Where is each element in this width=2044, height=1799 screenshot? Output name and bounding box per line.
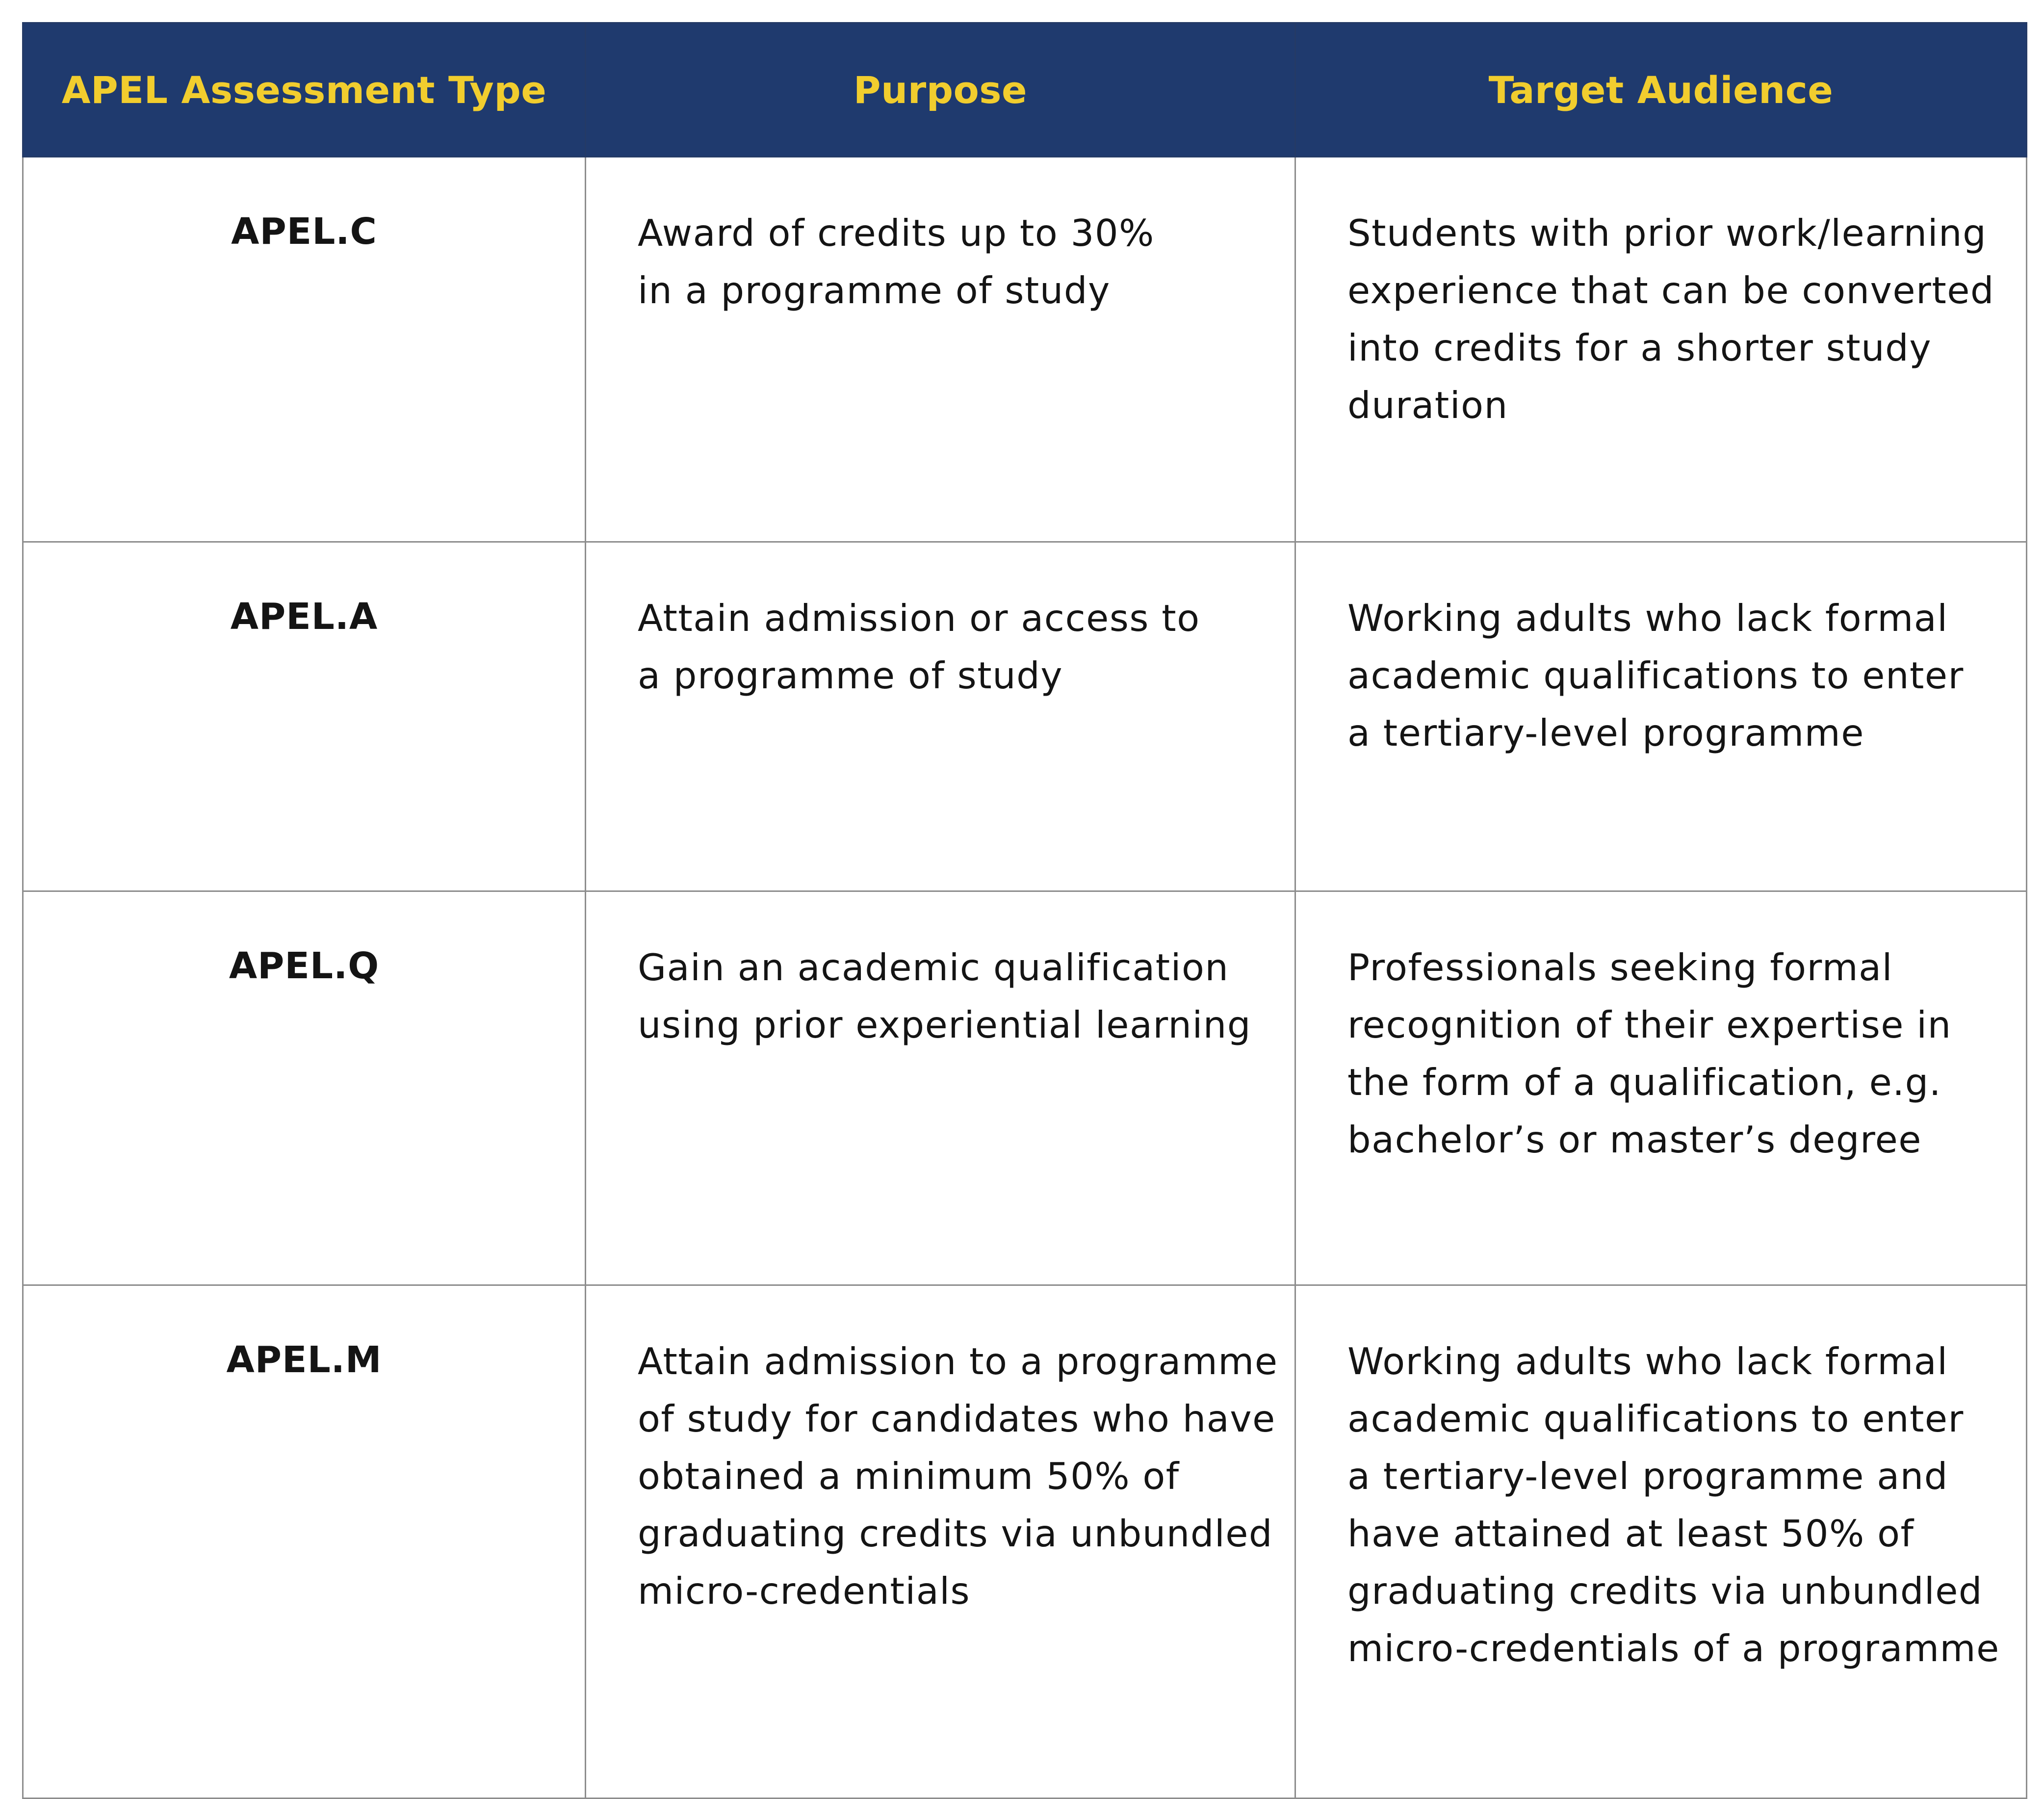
header-target-audience: Target Audience: [1295, 23, 2027, 157]
purpose-line: in a programme of study: [638, 269, 1111, 312]
target-audience-cell: [1295, 891, 2027, 1285]
purpose-line: of study for candidates who have: [638, 1397, 1276, 1440]
purpose-line: using prior experiential learning: [638, 1003, 1251, 1046]
purpose-line: obtained a minimum 50% of: [638, 1455, 1180, 1498]
audience-line: a tertiary-level programme and: [1347, 1455, 1948, 1498]
purpose-line: a programme of study: [638, 654, 1063, 697]
assessment-type-cell: APEL.Q: [23, 891, 586, 1285]
target-audience-cell: [1295, 157, 2027, 542]
audience-line: Working adults who lack formal: [1347, 1340, 1948, 1383]
table-header-row: [23, 23, 2027, 157]
header-purpose: Purpose: [586, 23, 1295, 157]
audience-line: Working adults who lack formal: [1347, 597, 1948, 640]
audience-line: duration: [1347, 384, 1508, 427]
purpose-line: graduating credits via unbundled: [638, 1512, 1273, 1555]
audience-line: Students with prior work/learning: [1347, 211, 1987, 255]
table-row: [23, 542, 2027, 891]
assessment-type-cell: APEL.M: [23, 1285, 586, 1799]
assessment-type-cell: APEL.A: [23, 542, 586, 891]
audience-line: recognition of their expertise in: [1347, 1003, 1952, 1046]
purpose-cell: [586, 1285, 1295, 1799]
table-row: [23, 891, 2027, 1285]
audience-line: Professionals seeking formal: [1347, 946, 1893, 989]
target-audience-cell: [1295, 1285, 2027, 1799]
audience-line: academic qualifications to enter: [1347, 654, 1964, 697]
purpose-line: Attain admission or access to: [638, 597, 1200, 640]
purpose-line: Attain admission to a programme: [638, 1340, 1278, 1383]
purpose-line: Award of credits up to 30%: [638, 211, 1155, 255]
purpose-cell: [586, 891, 1295, 1285]
audience-line: academic qualifications to enter: [1347, 1397, 1964, 1440]
purpose-cell: [586, 157, 1295, 542]
purpose-line: micro-credentials: [638, 1569, 971, 1613]
audience-line: a tertiary-level programme: [1347, 711, 1864, 755]
table-row: [23, 157, 2027, 542]
purpose-cell: [586, 542, 1295, 891]
table-row: [23, 1285, 2027, 1799]
audience-line: into credits for a shorter study: [1347, 326, 1932, 369]
audience-line: micro-credentials of a programme: [1347, 1627, 2000, 1670]
apel-assessment-table: [22, 22, 2027, 1799]
purpose-line: Gain an academic qualification: [638, 946, 1229, 989]
audience-line: bachelor’s or master’s degree: [1347, 1118, 1922, 1161]
audience-line: the form of a qualification, e.g.: [1347, 1061, 1942, 1104]
audience-line: have attained at least 50% of: [1347, 1512, 1915, 1555]
assessment-type-cell: APEL.C: [23, 157, 586, 542]
header-assessment-type: APEL Assessment Type: [23, 23, 586, 157]
audience-line: graduating credits via unbundled: [1347, 1569, 1983, 1613]
audience-line: experience that can be converted: [1347, 269, 1995, 312]
target-audience-cell: [1295, 542, 2027, 891]
